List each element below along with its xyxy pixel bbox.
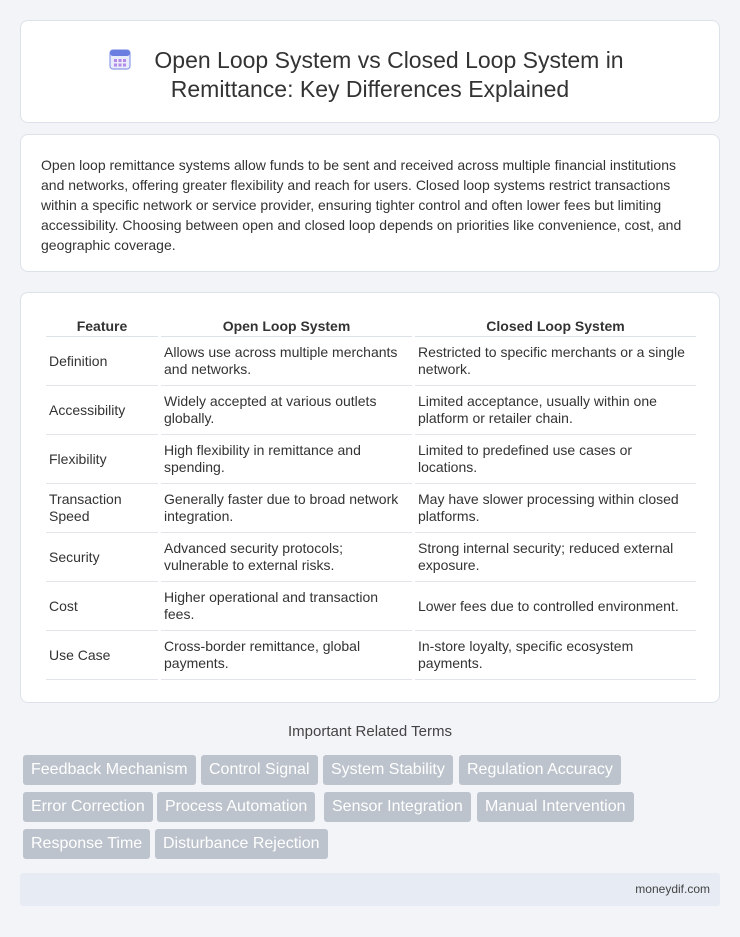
- footer: [20, 873, 720, 906]
- closed-loop-cell: In-store loyalty, specific ecosystem payments.: [415, 631, 696, 680]
- feature-cell: Accessibility: [46, 386, 158, 435]
- table-row: [46, 435, 696, 484]
- feature-cell: Security: [46, 533, 158, 582]
- feature-cell: Transaction Speed: [46, 484, 158, 533]
- open-loop-cell: Advanced security protocols; vulnerable to external risks.: [161, 533, 412, 582]
- related-terms-heading: Important Related Terms: [288, 723, 452, 740]
- comparison-table: [43, 315, 699, 680]
- open-loop-cell: Allows use across multiple merchants and networks.: [161, 337, 412, 386]
- tag-process-automation[interactable]: Process Automation: [157, 792, 315, 822]
- tag-system-stability[interactable]: System Stability: [323, 755, 453, 785]
- feature-cell: Definition: [46, 337, 158, 386]
- table-row: [46, 386, 696, 435]
- title-line-1: Open Loop System vs Closed Loop System in: [154, 47, 624, 73]
- closed-loop-cell: Lower fees due to controlled environment.: [415, 582, 696, 631]
- open-loop-cell: Higher operational and transaction fees.: [161, 582, 412, 631]
- closed-loop-cell: Limited to predefined use cases or locations.: [415, 435, 696, 484]
- closed-loop-cell: Restricted to specific merchants or a single network.: [415, 337, 696, 386]
- header-closed-loop: Closed Loop System: [415, 315, 696, 337]
- feature-cell: Cost: [46, 582, 158, 631]
- table-row: [46, 533, 696, 582]
- tag-regulation-accuracy[interactable]: Regulation Accuracy: [459, 755, 621, 785]
- footer-site-link[interactable]: moneydif.com: [635, 882, 710, 896]
- intro-paragraph: Open loop remittance systems allow funds to be sent and received across multiple financial institutions and networks, offering greater flexibility and reach for users. Closed loop systems restrict transactions within a specific network or service provider, ensuring tighter control and often lower fees but limiting accessibility. Choosing between open and closed loop depends on priorities like convenience, cost, and geographic coverage.: [41, 157, 682, 253]
- comparison-table-card: [20, 292, 720, 703]
- header-open-loop: Open Loop System: [161, 315, 412, 337]
- tag-sensor-integration[interactable]: Sensor Integration: [324, 792, 471, 822]
- intro-card: [20, 134, 720, 272]
- open-loop-cell: Cross-border remittance, global payments.: [161, 631, 412, 680]
- table-row: [46, 631, 696, 680]
- feature-cell: Flexibility: [46, 435, 158, 484]
- open-loop-cell: High flexibility in remittance and spending.: [161, 435, 412, 484]
- open-loop-cell: Generally faster due to broad network integration.: [161, 484, 412, 533]
- tag-response-time[interactable]: Response Time: [23, 829, 150, 859]
- table-row: [46, 582, 696, 631]
- tag-feedback-mechanism[interactable]: Feedback Mechanism: [23, 755, 196, 785]
- closed-loop-cell: Strong internal security; reduced external exposure.: [415, 533, 696, 582]
- closed-loop-cell: May have slower processing within closed platforms.: [415, 484, 696, 533]
- page-title: [21, 46, 719, 104]
- tag-disturbance-rejection[interactable]: Disturbance Rejection: [155, 829, 328, 859]
- header-feature: Feature: [46, 315, 158, 337]
- table-row: [46, 337, 696, 386]
- title-line-2: Remittance: Key Differences Explained: [170, 76, 570, 102]
- title-card: [20, 20, 720, 123]
- table-row: [46, 484, 696, 533]
- table-header-row: [46, 315, 696, 337]
- feature-cell: Use Case: [46, 631, 158, 680]
- tag-error-correction[interactable]: Error Correction: [23, 792, 153, 822]
- open-loop-cell: Widely accepted at various outlets globally.: [161, 386, 412, 435]
- tag-control-signal[interactable]: Control Signal: [201, 755, 318, 785]
- tag-manual-intervention[interactable]: Manual Intervention: [477, 792, 634, 822]
- closed-loop-cell: Limited acceptance, usually within one platform or retailer chain.: [415, 386, 696, 435]
